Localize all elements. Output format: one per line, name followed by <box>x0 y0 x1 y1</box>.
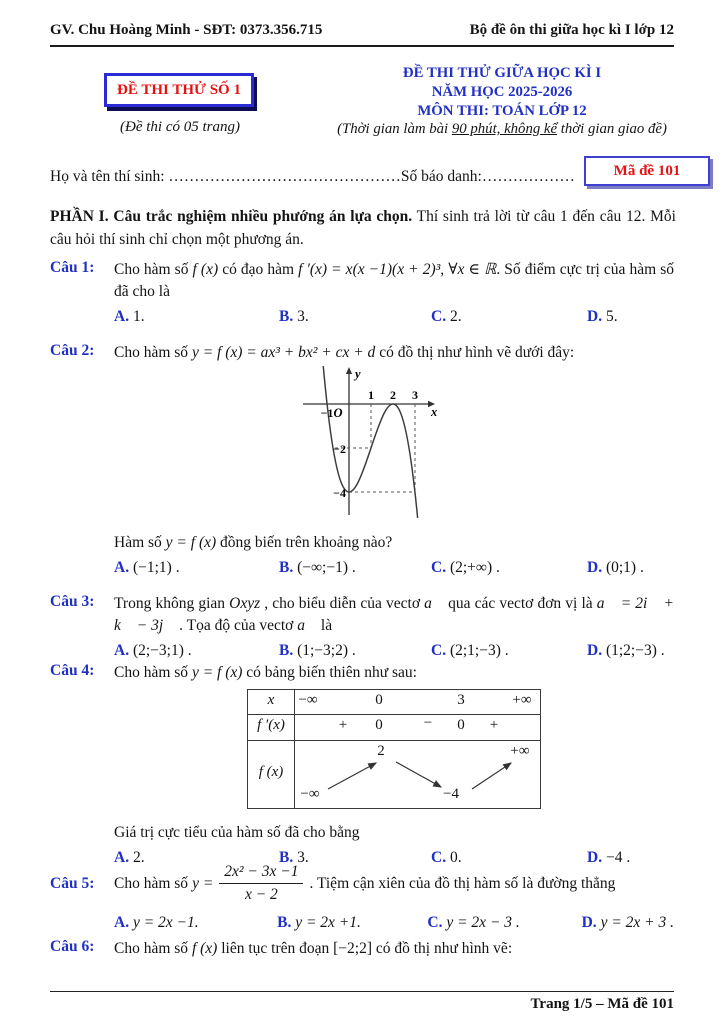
answer-letter-d: D. <box>587 642 603 659</box>
table-f-plus-infinity: +∞ <box>510 742 530 759</box>
question-2 <box>50 342 674 579</box>
answer-option-d <box>587 556 674 579</box>
q6-math-interval: [−2;2] <box>333 940 372 957</box>
part1-heading-rest: Thí sinh trả lời từ câu 1 đến câu 12. Mỗi câu hỏi thí sinh chỉ chọn một phương án. <box>50 208 676 248</box>
answer-value: (2;−3;1) . <box>132 642 192 659</box>
time-note <box>300 121 704 138</box>
q5-text: . Tiệm cận xiên của đồ thị hàm số là đường thẳng <box>309 874 616 892</box>
function-graph-figure <box>289 366 499 518</box>
answer-option-c <box>431 639 587 662</box>
answer-option-b <box>279 556 431 579</box>
arrow-up-icon <box>328 763 376 789</box>
answer-value: 3. <box>297 308 309 325</box>
table-fprime-zero: 0 <box>375 716 383 733</box>
answer-value: y = 2x −1. <box>132 914 199 931</box>
exam-title-line-2: NĂM HỌC 2025-2026 <box>431 84 573 100</box>
time-note-pre: (Thời gian làm bài <box>337 121 452 137</box>
exam-number-box <box>104 73 254 107</box>
q1-text: có đạo hàm <box>218 261 299 278</box>
answer-option-c <box>431 305 587 328</box>
q3-math-vector-expression: a⃗ = 2i⃗ + k⃗ − 3j⃗ <box>114 595 674 634</box>
q4-text: có bảng biến thiên như sau: <box>242 664 417 681</box>
q3-text: . Tọa độ của vectơ <box>175 616 298 634</box>
q3-text: là <box>317 616 333 634</box>
question-5-text <box>114 862 674 905</box>
variation-arrows-svg <box>248 690 542 810</box>
answer-value: (−∞;−1) . <box>297 559 356 576</box>
y-axis-label: y <box>355 366 361 381</box>
q2-text: đồng biến trên khoảng nào? <box>216 533 393 551</box>
table-label-fprime: f ′(x) <box>257 716 285 733</box>
answer-value: 2. <box>449 308 462 325</box>
q3-math-oxyz: Oxyz <box>229 595 261 612</box>
q4-text: Cho hàm số <box>114 664 192 681</box>
answer-value: (0;1) . <box>605 559 644 576</box>
q6-math-fx: f (x) <box>191 940 218 957</box>
answer-letter-b: B. <box>279 308 294 325</box>
answer-option-a <box>114 305 279 328</box>
answer-option-a <box>114 556 279 579</box>
q3-text: qua các vectơ đơn vị là <box>443 595 597 612</box>
answer-value: 5. <box>605 308 618 325</box>
tick-label-x1: 1 <box>368 387 374 402</box>
q2-math-cubic: y = f (x) = ax³ + bx² + cx + d <box>191 344 376 361</box>
answer-value: (2;+∞) . <box>449 559 500 576</box>
header-collection: Bộ đề ôn thi giữa học kì I lớp 12 <box>469 22 674 38</box>
q2-text: có đồ thị như hình vẽ dưới đây: <box>375 344 575 361</box>
answer-option-b <box>279 305 431 328</box>
q2-text: Cho hàm số <box>114 344 192 361</box>
table-x-value: −∞ <box>298 691 318 708</box>
question-2-text <box>114 342 674 364</box>
question-2-subtext <box>114 532 674 554</box>
sbd-dots: ……………… <box>481 168 575 185</box>
arrow-down-icon <box>396 762 441 787</box>
arrow-up-icon <box>472 763 511 789</box>
tick-label-xm1: −1 <box>320 405 334 420</box>
answer-value: 2. <box>132 849 145 866</box>
time-note-underlined: 90 phút, không kể <box>451 121 558 137</box>
q4-math-yfx: y = f (x) <box>191 664 243 681</box>
question-1-answers <box>114 305 674 328</box>
exam-code-label: Mã đề 101 <box>613 162 681 179</box>
answer-letter-d: D. <box>581 914 597 931</box>
answer-letter-c: C. <box>431 308 447 325</box>
question-2-label: Câu 2: <box>50 342 95 359</box>
answer-option-b <box>277 911 427 934</box>
answer-option-a <box>114 911 277 934</box>
part1-heading-bold: PHẦN I. Câu trắc nghiệm nhiều phướng án lựa chọn. <box>50 208 413 225</box>
answer-letter-d: D. <box>587 308 603 325</box>
tick-label-ym2: −2 <box>333 441 346 456</box>
table-x-value: 0 <box>375 691 383 708</box>
exam-title <box>310 64 694 121</box>
sbd-label: Số báo danh: <box>400 168 482 185</box>
answer-value: y = 2x − 3 . <box>446 914 520 931</box>
answer-letter-b: B. <box>279 849 294 866</box>
q6-text: Cho hàm số <box>114 940 192 957</box>
answer-option-c <box>431 556 587 579</box>
question-6 <box>50 938 674 960</box>
answer-option-d <box>587 305 674 328</box>
answer-option-b <box>279 639 431 662</box>
q3-text: Trong không gian <box>114 595 230 612</box>
answer-letter-b: B. <box>279 559 294 576</box>
question-1 <box>50 259 674 328</box>
answer-value: y = 2x +1. <box>295 914 361 931</box>
question-4-text <box>114 662 674 684</box>
function-graph-svg <box>289 366 499 518</box>
q1-text: Cho hàm số <box>114 261 193 278</box>
question-5-answers <box>114 911 674 934</box>
exam-number-label: ĐỀ THI THỬ SỐ 1 <box>117 81 241 98</box>
answer-option-d <box>587 639 674 662</box>
table-f-local-min: −4 <box>443 785 459 802</box>
header-teacher: GV. Chu Hoàng Minh - SĐT: 0373.356.715 <box>50 22 323 38</box>
q5-math-y-equals: y = <box>192 874 214 892</box>
part1-heading <box>50 206 676 251</box>
table-fprime-sign: + <box>338 716 348 733</box>
student-name-dots: ……………………………………… <box>168 168 401 185</box>
question-5 <box>50 862 674 934</box>
table-fprime-zero: 0 <box>457 716 465 733</box>
table-x-value: 3 <box>457 691 465 708</box>
question-2-answers <box>114 556 674 579</box>
question-4-subtext: Giá trị cực tiểu của hàm số đã cho bằng <box>114 823 360 841</box>
question-6-text <box>114 938 674 960</box>
exam-code-box <box>584 156 710 186</box>
q1-text: . Số điểm cực trị của hàm số đã cho là <box>114 261 674 300</box>
q3-math-vector-a: a⃗ <box>424 595 444 612</box>
q2-text: Hàm số <box>114 533 166 551</box>
answer-letter-d: D. <box>587 849 603 866</box>
exam-title-line-3: MÔN THI: TOÁN LỚP 12 <box>417 103 587 119</box>
page-header <box>50 22 674 39</box>
origin-label: O <box>333 405 343 420</box>
variation-table <box>247 689 541 809</box>
answer-value: y = 2x + 3 . <box>600 914 674 931</box>
answer-value: 1. <box>132 308 145 325</box>
table-f-minus-infinity: −∞ <box>300 785 320 802</box>
page-footer: Trang 1/5 – Mã đề 101 <box>530 996 674 1012</box>
question-5-label: Câu 5: <box>50 875 95 892</box>
answer-letter-c: C. <box>431 642 447 659</box>
q6-text: có đồ thị như hình vẽ: <box>371 940 513 957</box>
q1-math-derivative: f ′(x) = x(x −1)(x + 2)³, ∀x ∈ ℝ <box>298 261 497 278</box>
answer-letter-a: A. <box>114 849 130 866</box>
answer-letter-a: A. <box>114 308 130 325</box>
answer-letter-a: A. <box>114 642 130 659</box>
q6-text: liên tục trên đoạn <box>217 940 334 957</box>
q3-math-vector-a2: a⃗ <box>297 616 318 634</box>
question-4-label: Câu 4: <box>50 662 95 679</box>
answer-letter-c: C. <box>427 914 443 931</box>
q2-math-yfx: y = f (x) <box>165 533 217 551</box>
answer-option-d <box>582 911 674 934</box>
answer-letter-c: C. <box>431 849 447 866</box>
header-rule <box>50 45 674 47</box>
tick-label-ym4: −4 <box>333 485 346 500</box>
table-f-local-max: 2 <box>377 742 385 759</box>
answer-option-a <box>114 639 279 662</box>
answer-value: (1;2;−3) . <box>605 642 665 659</box>
answer-letter-a: A. <box>114 914 130 931</box>
table-label-x: x <box>267 691 275 708</box>
pages-note: (Đề thi có 05 trang) <box>120 119 240 135</box>
answer-letter-a: A. <box>114 559 130 576</box>
exam-title-line-1: ĐỀ THI THỬ GIỮA HỌC KÌ I <box>402 65 602 81</box>
q5-text: Cho hàm số <box>114 874 189 892</box>
table-fprime-sign: − <box>423 714 433 731</box>
question-3-text <box>114 593 674 636</box>
fraction-numerator: 2x² − 3x −1 <box>219 862 303 884</box>
answer-value: 3. <box>297 849 309 866</box>
x-axis-label: x <box>431 404 438 419</box>
question-3-answers <box>114 639 674 662</box>
tick-label-x3: 3 <box>412 387 418 402</box>
answer-option-c <box>427 911 581 934</box>
question-3 <box>50 593 674 662</box>
footer-rule <box>50 991 674 992</box>
y-axis-arrow-icon <box>346 367 352 374</box>
answer-value: −4 . <box>605 849 631 866</box>
answer-letter-b: B. <box>277 914 292 931</box>
answer-value: (−1;1) . <box>132 559 180 576</box>
answer-letter-b: B. <box>279 642 294 659</box>
fraction <box>219 862 303 905</box>
time-note-post: thời gian giao đề) <box>557 121 667 137</box>
table-fprime-sign: + <box>489 716 499 733</box>
q3-text: , cho biểu diễn của vectơ <box>260 595 425 612</box>
answer-value: 0. <box>449 849 462 866</box>
question-1-text <box>114 259 674 302</box>
question-3-label: Câu 3: <box>50 593 95 610</box>
question-4 <box>50 662 674 869</box>
q1-math-fx: f (x) <box>192 261 219 278</box>
answer-value: (1;−3;2) . <box>297 642 356 659</box>
answer-value: (2;1;−3) . <box>449 642 509 659</box>
question-6-label: Câu 6: <box>50 938 95 955</box>
tick-label-x2: 2 <box>390 387 396 402</box>
student-info-line <box>50 168 578 186</box>
table-label-f: f (x) <box>258 763 284 780</box>
answer-letter-c: C. <box>431 559 447 576</box>
table-x-value: +∞ <box>512 691 532 708</box>
fraction-denominator: x − 2 <box>244 886 278 903</box>
student-name-label: Họ và tên thí sinh: <box>50 168 169 185</box>
question-1-label: Câu 1: <box>50 259 95 276</box>
answer-letter-d: D. <box>587 559 603 576</box>
